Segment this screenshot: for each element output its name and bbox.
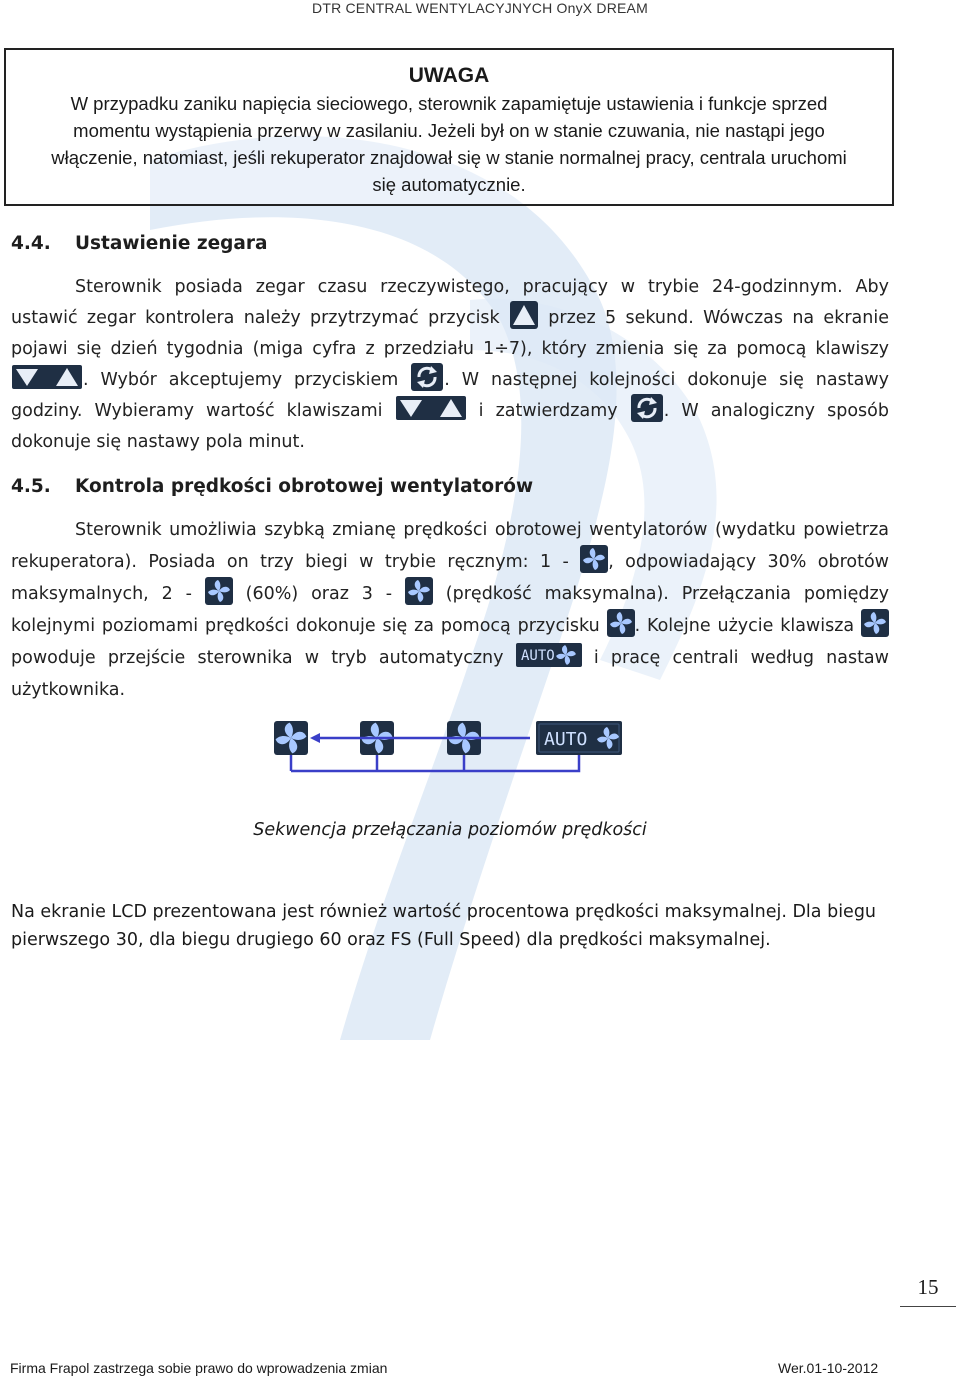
section-heading-clock [11, 233, 268, 254]
fan-icon [580, 545, 608, 573]
footer-disclaimer: Firma Frapol zastrzega sobie prawo do wprowadzenia zmian [10, 1360, 388, 1376]
fan-text-6: powoduje przejście sterownika w tryb automatyczny [11, 648, 504, 668]
fan-icon [861, 609, 889, 637]
document-header: DTR CENTRAL WENTYLACYJNYCH OnyX DREAM [312, 0, 648, 16]
clock-text-4: . W następnej kolejności dokonuje się nastawy godziny. Wybieramy wartość klawiszami [11, 370, 889, 421]
fan-text-2: , odpowiadający 30% obrotów maksymalnych, 2 - [11, 552, 889, 604]
warning-line: włączenie, natomiast, jeśli rekuperator znajdował się w stanie normalnej pracy, centrala uruchomi [51, 147, 847, 168]
lcd-info-paragraph: Na ekranie LCD prezentowana jest również wartość procentowa prędkości maksymalnej. Dla biegu pierwszego 30, dla biegu drugiego 60 oraz FS (Full Speed) dla prędkości maksymalnej. [11, 902, 877, 950]
clock-paragraph [11, 272, 889, 458]
arrow-head [310, 733, 320, 743]
fan-text-5: . Kolejne użycie klawisza [634, 616, 855, 636]
auto-icon [516, 643, 582, 667]
fan-text-7: i pracę centrali według nastaw użytkownika. [11, 648, 889, 700]
clock-text-6: . W analogiczny sposób dokonuje się nastawy pola minut. [11, 401, 889, 452]
warning-line: W przypadku zaniku napięcia sieciowego, sterownik zapamiętuje ustawienia i funkcje sprzed [70, 93, 828, 114]
fan-text-1: Sterownik umożliwia szybką zmianę prędkości obrotowej wentylatorów (wydatku powietrza rekuperatora). Posiada on trzy biegi w trybie ręcznym: 1 - [11, 520, 889, 572]
warning-line: momentu wystąpienia przerwy w zasilaniu. Jeżeli był on w stanie czuwania, nie nastąpi jego [73, 120, 825, 141]
fan-icon [405, 577, 433, 605]
fan-icon [205, 577, 233, 605]
auto-icon-label: AUTO [520, 648, 555, 664]
fan-speed-paragraph [11, 514, 889, 706]
fan-icon [274, 721, 308, 755]
warning-line: się automatycznie. [372, 174, 526, 195]
sequence-arrow [291, 738, 579, 771]
speed-sequence-diagram [260, 715, 640, 795]
section-title: Ustawienie zegara [75, 233, 268, 254]
auto-icon-label: AUTO [544, 729, 588, 750]
refresh-icon [410, 362, 444, 392]
down-up-arrows-icon [395, 395, 467, 421]
down-up-arrows-icon [11, 364, 83, 390]
fan-text-3: (60%) oraz 3 - [245, 584, 393, 604]
section-heading-fan-speed [11, 476, 533, 497]
footer-version: Wer.01-10-2012 [778, 1360, 879, 1376]
fan-text-4: (prędkość maksymalna). Przełączania pomiędzy kolejnymi poziomami prędkości dokonuje się za pomocą przycisku [11, 584, 889, 636]
section-number: 4.4. [11, 233, 51, 254]
fan-icon [607, 609, 635, 637]
auto-icon [536, 721, 622, 755]
clock-text-3: . Wybór akceptujemy przyciskiem [83, 370, 399, 390]
warning-box [4, 48, 894, 206]
page-number: 15 [900, 1275, 956, 1307]
clock-text-2: przez 5 sekund. Wówczas na ekranie pojawi się dzień tygodnia (miga cyfra z przedziału 1÷7), który zmienia się za pomocą klawiszy [11, 308, 889, 359]
refresh-icon [630, 393, 664, 423]
sequence-caption: Sekwencja przełączania poziomów prędkości [253, 820, 647, 840]
section-number: 4.5. [11, 476, 51, 497]
clock-text-5: i zatwierdzamy [478, 401, 618, 421]
warning-title: UWAGA [408, 64, 490, 87]
up-arrow-icon [509, 300, 539, 330]
clock-text-1: Sterownik posiada zegar czasu rzeczywistego, pracujący w trybie 24-godzinnym. Aby ustawić zegar kontrolera należy przytrzymać przycisk [11, 277, 889, 328]
section-title: Kontrola prędkości obrotowej wentylatorów [75, 476, 534, 497]
